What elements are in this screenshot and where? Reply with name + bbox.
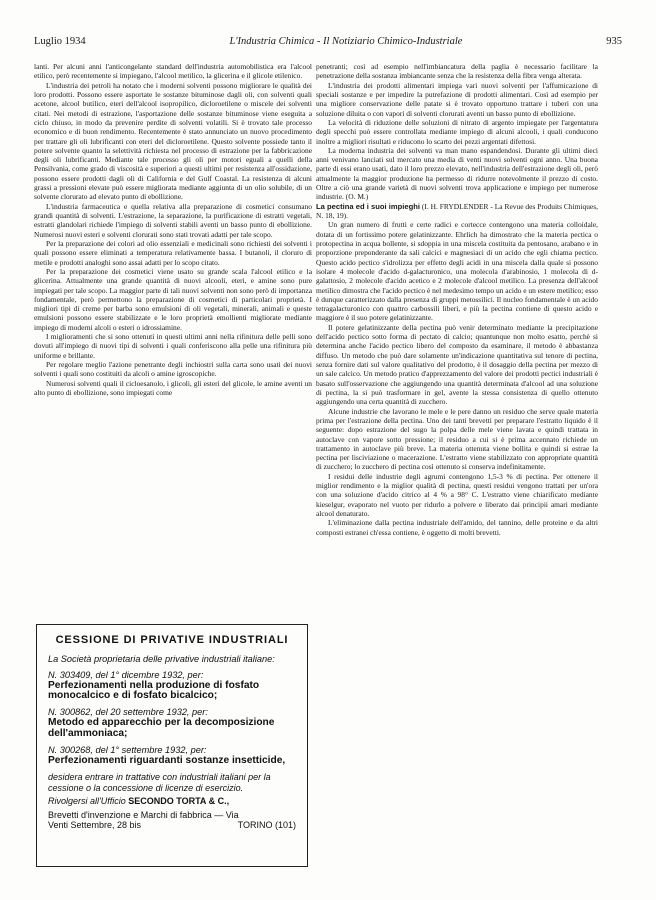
paragraph: Un gran numero di frutti e certe radici e cortecce contengono una materia colloidale, dotata di un fortissimo potere gelatinizzante. Ehrlich ha dimostrato che la materia pectica o protopectina in acqua bollente, si sdoppia in una miscela costituita da pentosano, arabano e in proporzione preponderante da sali calcici e magnesiaci di un acido che egli chiama pectico. Questo acido pectico s'idrolizza per effetto degli acidi in una miscela dalla quale si possono isolare 4 molecole d'acido d-galacturonico, una molecola d'arabinosio, 1 molecola di d-galattosio, 2 molecole d'acido acetico e 2 molecole d'alcool metilico. La presenza dell'alcool metilico dimostra che l'acido pectico è nel medesimo tempo un acido e un estere metilico; esso è dunque caratterizzato dalla presenza di gruppi metossilici. Il nucleo fondamentale è un acido tetragalacturonico con quattro carbossili liberi, e più la pectina contiene di questo acido e maggiore è il suo potere gelatinizzante. — [316, 220, 599, 323]
contact-prefix: Rivolgersi all'Ufficio — [48, 796, 126, 807]
patent-entry — [48, 670, 296, 703]
paragraph: penetranti; così ad esempio nell'imbiancatura della paglia è necessario facilitare la penetrazione della sostanza imbiancante senza che la resistenza della fibra venga alterata. — [316, 62, 598, 81]
patent-number: N. 300862, del 20 settembre 1932, per: — [48, 707, 208, 718]
paragraph: L'eliminazione dalla pectina industriale dell'amido, del tannino, delle proteine e da altri composti estranei ch'essa contiene, è oggetto di molti brevetti. — [316, 518, 598, 537]
running-header — [34, 36, 622, 52]
paragraph: L'industria dei prodotti alimentari impiega vari nuovi solventi per l'affumicazione di speciali sostanze e per impedire la putrefazione di prodotti alimentari. Così ad esempio per una migliore conservazione delle patate si è trovato opportuno trattare i tuberi con una soluzione diluita o con vapori di solventi clorurati aventi un basso punto di ebollizione. — [316, 80, 598, 118]
patent-title: Metodo ed apparecchio per la decomposizione dell'ammoniaca; — [48, 717, 275, 739]
paragraph: Per regolare meglio l'azione penetrante degli inchiostri sulla carta sono usati dei nuovi solventi i quali sono costituiti da alcoli o amine igroscopiche. — [34, 360, 312, 379]
contact-name: SECONDO TORTA & C., — [128, 796, 230, 807]
section-source: (I. H. FRYDLENDER - La Revue des Produits Chimiques, N. 18, 19). — [316, 201, 598, 220]
left-column — [34, 62, 312, 397]
paragraph: Per la preparazione dei cosmetici viene usato su grande scala l'alcool etilico e la glicerina. Attualmente una grande quantità di nuovi alcooli, eteri, e amine sono pure impiegati per tale scopo. La maggior parte di tali nuovi solventi non sono però di importanza fondamentale, però permettono la preparazione di cosmetici di particolari proprietà. I migliori tipi di creme per barba sono emulsioni di oli vegetali, minerali, animali e queste emulsioni possono essere stabilizzate e le loro proprietà emollienti migliorate mediante impiego di moderni alcoli o esteri o idrossiamine. — [34, 266, 312, 332]
right-column — [316, 62, 598, 537]
patent-entry — [48, 745, 296, 767]
issue-date: Luglio 1934 — [34, 36, 86, 47]
paragraph: Il potere gelatinizzante della pectina può venir determinato mediante la precipitazione dell'acido pectico sotto forma di pectato di calcio; quantunque non molto esatto, perchè si determina anche l'acido pectico libero del composto da esaminare, il metodo è abbastanza diffuso. Un metodo che può dare solamente un'indicazione quantitativa sul tenore di pectina, senza fornire dati sul valore qualitativo del prodotto, è il dosaggio della pectina per mezzo di un sale calcico. Un metodo pratico d'apprezzamento del valore dei prodotti pectici industriali è basato sull'osservazione che aggiungendo una quantità determinata d'alcool ad una soluzione di pectina, la si può trasformare in gel, avente la stessa consistenza di quello ottenuto aggiungendo una certa quantità di zucchero. — [316, 322, 598, 407]
paragraph: Alcune industrie che lavorano le mele e le pere danno un residuo che serve quale materia prima per l'estrazione della pectina. Uno dei tanti brevetti per preparare l'estratto liquido è il seguente: dopo estrazione del sugo la polpa delle mele viene lavata e quindi trattata in autoclave con vapore sotto pressione; il residuo a cui si è prima accennato richiede un trattamento in autoclave più breve. La materia ottenuta viene bollita e quindi si estrae la pectina per lisciviazione o macerazione. L'estratto viene stabilizzato con appropriate quantità di zucchero; lo zucchero di pectina così ottenuto si conserva indefinitamente. — [316, 406, 598, 472]
ad-notice: desidera entrare in trattative con industriali italiani per la cessione o la concessione di licenze di esercizio. — [48, 772, 271, 793]
patent-entry — [48, 707, 296, 740]
paragraph: I miglioramenti che si sono ottenuti in questi ultimi anni nella rifinitura delle pelli sono dovuti all'impiego di nuovi tipi di solventi i quali conferiscono alla pelle una rifinitura più uniforme e brillante. — [34, 332, 312, 360]
page-number: 935 — [606, 36, 622, 47]
paragraph: I residui delle industrie degli agrumi contengono 1,5-3 % di pectina. Per ottenere il miglior rendimento e la miglior qualità di pectina, questi residui vengono trattati per un'ora con una soluzione d'acido citrico al 4 % a 98° C. L'estratto viene chiarificato mediante kieselgur, evaporato nel vuoto per ridurlo a polvere e liberato dai principii amari mediante alcool denaturato. — [316, 471, 598, 518]
patent-number: N. 303409, del 1° dicembre 1932, per: — [48, 669, 204, 680]
patent-title: Perfezionamenti nella produzione di fosfato monocalcico e di fosfato bicalcico; — [48, 679, 260, 702]
paragraph: La moderna industria dei solventi va man mano espandendosi. Durante gli ultimi dieci anni venivano lanciati sul mercato una media di venti nuovi solventi ogni anno. Una buona parte di essi erano usati, dato il loro prezzo elevato, nell'industria dell'estrazione degli oli, però attualmente la maggior produzione ha permesso di ridurre notevolmente il prezzo di costo. Oltre a ciò una grande varietà di nuovi solventi trova applicazione e impiego per numerose industrie. (O. M.) — [316, 145, 598, 202]
paragraph: lanti. Per alcuni anni l'anticongelante standard dell'industria automobilistica era l'alcool etilico, però recentemente si impiegano, l'alcool metilico, la glicerina e il glicole etilenico. — [34, 62, 312, 81]
patent-advertisement — [36, 624, 308, 867]
section-title: La pectina ed i suoi impieghi — [316, 201, 420, 211]
ad-company: La Società proprietaria delle privative industriali italiane: — [48, 654, 275, 664]
contact-line: Brevetti d'invenzione e Marchi di fabbrica — Via — [48, 809, 239, 820]
address: Venti Settembre, 28 bis — [48, 820, 142, 831]
ad-title: CESSIONE DI PRIVATIVE INDUSTRIALI — [55, 634, 289, 646]
section-heading — [316, 202, 598, 221]
paragraph: Per la preparazione dei colori ad olio essenziali e medicinali sono richiesti dei solventi i quali possono essere eliminati a temperatura relativamente bassa. I butanoli, il cloruro di metile e prodotti analoghi sono assai adatti per lo scopo citato. — [34, 238, 312, 267]
paragraph: L'industria farmaceutica e quella relativa alla preparazione di cosmetici consumano grandi quantità di solventi. L'estrazione, la separazione, la purificazione di estratti vegetali, estratti glandolari richiede l'impiego di solventi stabili aventi un basso punto di ebollizione. Numerosi nuovi esteri e solventi clorurati sono stati trovati adatti per tale scopo. — [34, 201, 312, 239]
paragraph: Numerosi solventi quali il cicloesanolo, i glicoli, gli esteri del glicole, le amine aventi un alto punto di ebollizione, sono impiegati come — [34, 378, 312, 397]
patent-number: N. 300268, del 1° settembre 1932, per: — [48, 744, 207, 755]
city: TORINO (101) — [237, 820, 296, 831]
paragraph: L'industria dei petroli ha notato che i moderni solventi possono migliorare le qualità dei loro prodotti. Possono essere asportate le sostanze bituminose dagli oli, con solventi quali acetone, alcool butilico, eteri dell'alcool isopropilico, dicloroetilene o miscele dei solventi citati. Nei metodi di estrazione, l'asportazione delle sostanze bituminose viene eseguita a ciclo chiuso, in modo da prevenire perdite di solventi volatili. Si è trovato tale processo economico e di buon rendimento. Recentemente è stato annunciato un nuovo procedimento per trattare gli oli lubrificanti con eteri del dicloroetilene. Questo solvente possiede tanto il potere solvente quanto la selettività richiesta nel processo di estrazione per la fabbricazione degli oli lubrificanti. Mediante tale processo gli oli per motori eguali a quelli della Pensilvania, come grado di viscosità e superiori a questi ultimi per resistenza all'ossidazione, possono essere prodotti dagli oli di California e del Gulf Coastal. La resistenza di alcuni grassi a pressioni elevate può essere migliorata mediante aggiunta di un olio solubile, di un solvente clorurato ad elevato punto di ebollizione. — [34, 80, 312, 202]
patent-title: Perfezionamenti riguardanti sostanze insetticide, — [48, 754, 286, 766]
journal-title: L'Industria Chimica - Il Notiziario Chimico-Industriale — [229, 36, 463, 47]
address-row — [48, 820, 296, 831]
ad-contact — [48, 796, 296, 807]
paragraph: La velocità di riduzione delle soluzioni di nitrato di argento impiegate per l'argentatura degli specchi può essere controllata mediante impiego di alcuni alcooli, i quali conducono inoltre a migliori risultati e riducono lo scarto dei pezzi argentati difettosi. — [316, 117, 598, 146]
